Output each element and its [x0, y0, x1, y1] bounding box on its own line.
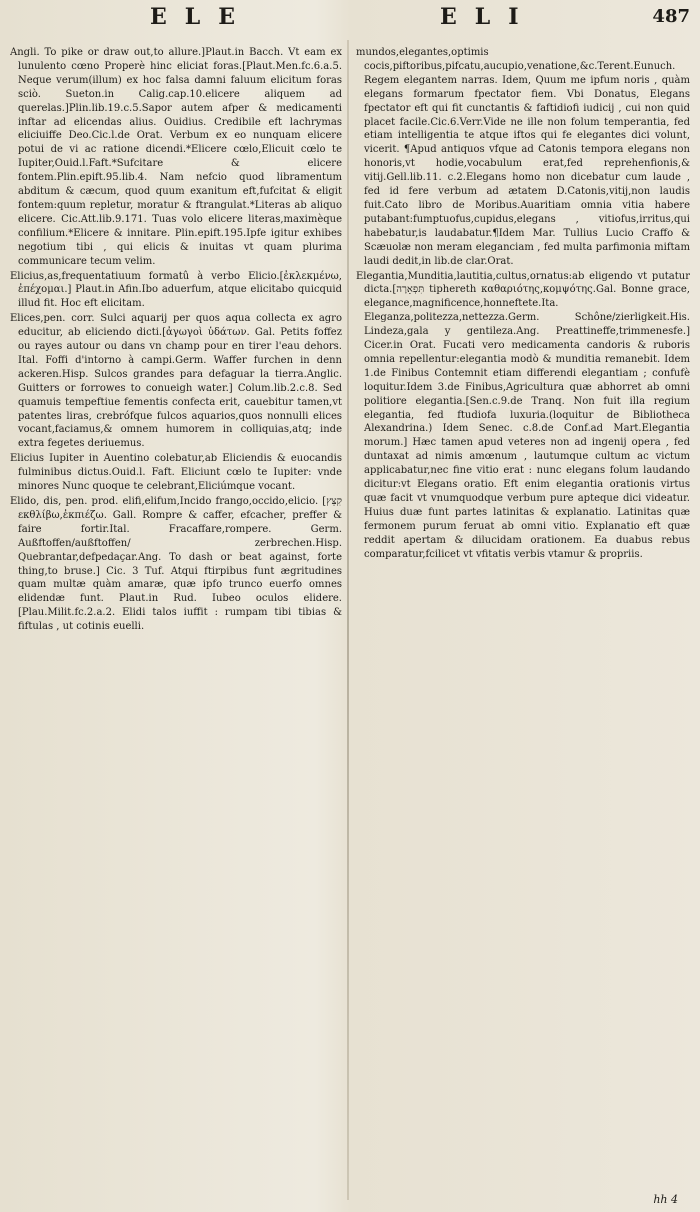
signature-mark: hh 4	[653, 1193, 678, 1206]
running-head-right: ELI	[440, 4, 537, 30]
column-gutter	[347, 40, 349, 1200]
dictionary-entry: mundos,elegantes,optimis cocis,piftoribus,pifcatu,aucupio,venatione,&c.Terent.Eunuch. Regem elegantem narras. Idem, Quum me ipfum noris , quàm elegans formarum fpectator fiem. Vbi Donatus, Elegans fpectator eft qui fit cunctantis & faftidiofi iudicij , cui non quid placet facile.Cic.6.Verr.Vide ne ille non folum temperantia, fed etiam intelligentia te atque iftos qui fe elegantes dici volunt, vicerit. ¶Apud antiquos vfque ad Catonis tempora elegans non honoris,vt hodie,vocabulum erat,fed reprehenfionis,& vitij.Gell.lib.11. c.2.Elegans homo non dicebatur cum laude , fed id fere verbum ad ætatem D.Catonis,vitij,non laudis fuit.Cato libro de Moribus.Auaritiam omnia vitia habere putabant:fumptuofus,cupidus,elegans , vitiofus,irritus,qui habebatur,is laudabatur.¶Idem Mar. Tullius Lucio Craffo & Scæuolæ non meram eleganciam , fed multa parfimonia miftam laudi dedit,in lib.de clar.Orat.	[356, 47, 690, 267]
page-number: 487	[652, 6, 690, 27]
dictionary-entry: Elido, dis, pen. prod. elifi,elifum,Incido frango,occido,elicio. [קִצֵּץ εκθλίβω,ἐκπιέζω. Gall. Rompre & caffer, efcacher, preffer & faire fortir.Ital. Fracaffare,rompere. Germ. Außftoffen/außftoffen/ zerbrechen.Hisp. Quebrantar,defpedaçar.Ang. To dash or beat against, forte thing,to bruse.] Cic. 3 Tuf. Atqui ftirpibus funt ægritudines quam multæ quàm amaræ, quæ ipfo trunco euerfo omnes elidendæ funt. Plaut.in Rud. Iubeo oculos elidere.[Plau.Milit.fc.2.a.2. Elidi talos iuffit : rumpam tibi tibias & fiftulas , ut cotinis euelli.	[10, 496, 342, 633]
dictionary-entry: Elicius Iupiter in Auentino colebatur,ab Eliciendis & euocandis fulminibus dictus.Ouid.l. Faft. Eliciunt cœlo te Iupiter: vnde minores Nunc quoque te celebrant,Eliciúmque vocant.	[10, 453, 342, 493]
running-head	[0, 4, 700, 34]
left-column	[10, 46, 342, 1192]
right-column	[356, 46, 690, 1192]
dictionary-entry: Elices,pen. corr. Sulci aquarij per quos aqua collecta ex agro educitur, ab eliciendo dicti.[ἀγωγοὶ ὑδάτων. Gal. Petits foffez ou rayes autour ou dans vn champ pour en tirer l'eau dehors. Ital. Foffi d'intorno à campi.Germ. Waffer furchen in denn ackeren.Hisp. Sulcos grandes para defaguar la tierra.Anglic. Guitters or forrowes to conueigh water.] Colum.lib.2.c.8. Sed quamuis tempeftiue fementis confecta erit, cauebitur tamen,vt patentes liras, crebrófque fulcos aquarios,quos nonnulli elices vocant,faciamus,& omnem humorem in colliquias,atq; inde extra fegetes deriuemus.	[10, 313, 342, 450]
running-head-left: ELE	[150, 4, 254, 30]
dictionary-entry: Angli. To pike or draw out,to allure.]Plaut.in Bacch. Vt eam ex lunulento cœno Properè hinc eliciat foras.[Plaut.Men.fc.6.a.5. Neque verum(illum) ex hoc falsa damni faluum elicitum foras sciò. Sueton.in Calig.cap.10.elicere aliquem ad querelas.]Plin.lib.19.c.5.Sapor autem afper & medicamenti inftar ad elicendas alius. Ouidius. Credibile eft lachrymas eliciuiffe Deo.Cic.l.de Orat. Verbum ex eo nunquam elicere potui de vi ac ratione dicendi.*Elicere cœlo,Elicuit cœlo te Iupiter,Ouid.l.Faft.*Sufcitare & elicere fontem.Plin.epift.95.lib.4. Nam nefcio quod libramentum abditum & cæcum, quod quum exanitum eft,fufcitat & eligit fontem:quum repletur, moratur & ftrangulat.*Literas ab aliquo elicere. Cic.Att.lib.9.171. Tuas volo elicere literas,maximèque confilium.*Elicere & innitare. Plin.epift.195.Ipfe igitur exhibes negotium tibi , qui elicis & inuitas vt quam plurima communicare tecum velim.	[10, 47, 342, 267]
dictionary-entry: Elegantia,Munditia,lautitia,cultus,ornatus:ab eligendo vt putatur dicta.[תִּפְאָרָה tiphereth καθαριότης,κομψότης.Gal. Bonne grace, elegance,magnificence,honneftete.Ita. Eleganza,politezza,nettezza.Germ. Schône/zierligkeit.His. Lindeza,gala y gentileza.Ang. Preattineffe,trimmenesfe.] Cicer.in Orat. Fucati vero medicamenta candoris & ruboris omnia repellentur:elegantia modò & munditia remanebit. Idem 1.de Finibus Contemnit etiam differendi elegantiam ; confufè loquitur.Idem 3.de Finibus,Agricultura quæ abhorret ab omni politiore elegantia.[Sen.c.9.de Tranq. Non fuit illa regium elegantia, fed ftudiofa luxuria.(loquitur de Bibliotheca Alexandrina.) Idem Senec. c.8.de Conf.ad Mart.Elegantia morum.] Hæc tamen apud veteres non ad ingenij opera , fed duntaxat ad nimis amœnum , lautumque cultum ac victum applicabatur,nec fine vitio erat : nunc elegans folum laudando dicitur:vt Elegans oratio. Eft enim elegantia orationis virtus quæ facit vt vnumquodque verbum pure apteque dici videatur. Huius duæ funt partes latinitas & explanatio. Latinitas quæ fermonem purum feruat ab omni vitio. Explanatio eft quæ reddit apertam & dilucidam orationem. Ea duabus rebus comparatur,fcilicet vt vfitatis verbis vtamur & propriis.	[356, 270, 690, 560]
dictionary-entry: Elicius,as,frequentatiuum formatû à verbo Elicio.[ἐκλεκμένω, ἐπέχομαι.] Plaut.in Afin.Ibo aduerfum, atque elicitabo quicquid illud fit. Hoc eft elicitam.	[10, 270, 342, 310]
